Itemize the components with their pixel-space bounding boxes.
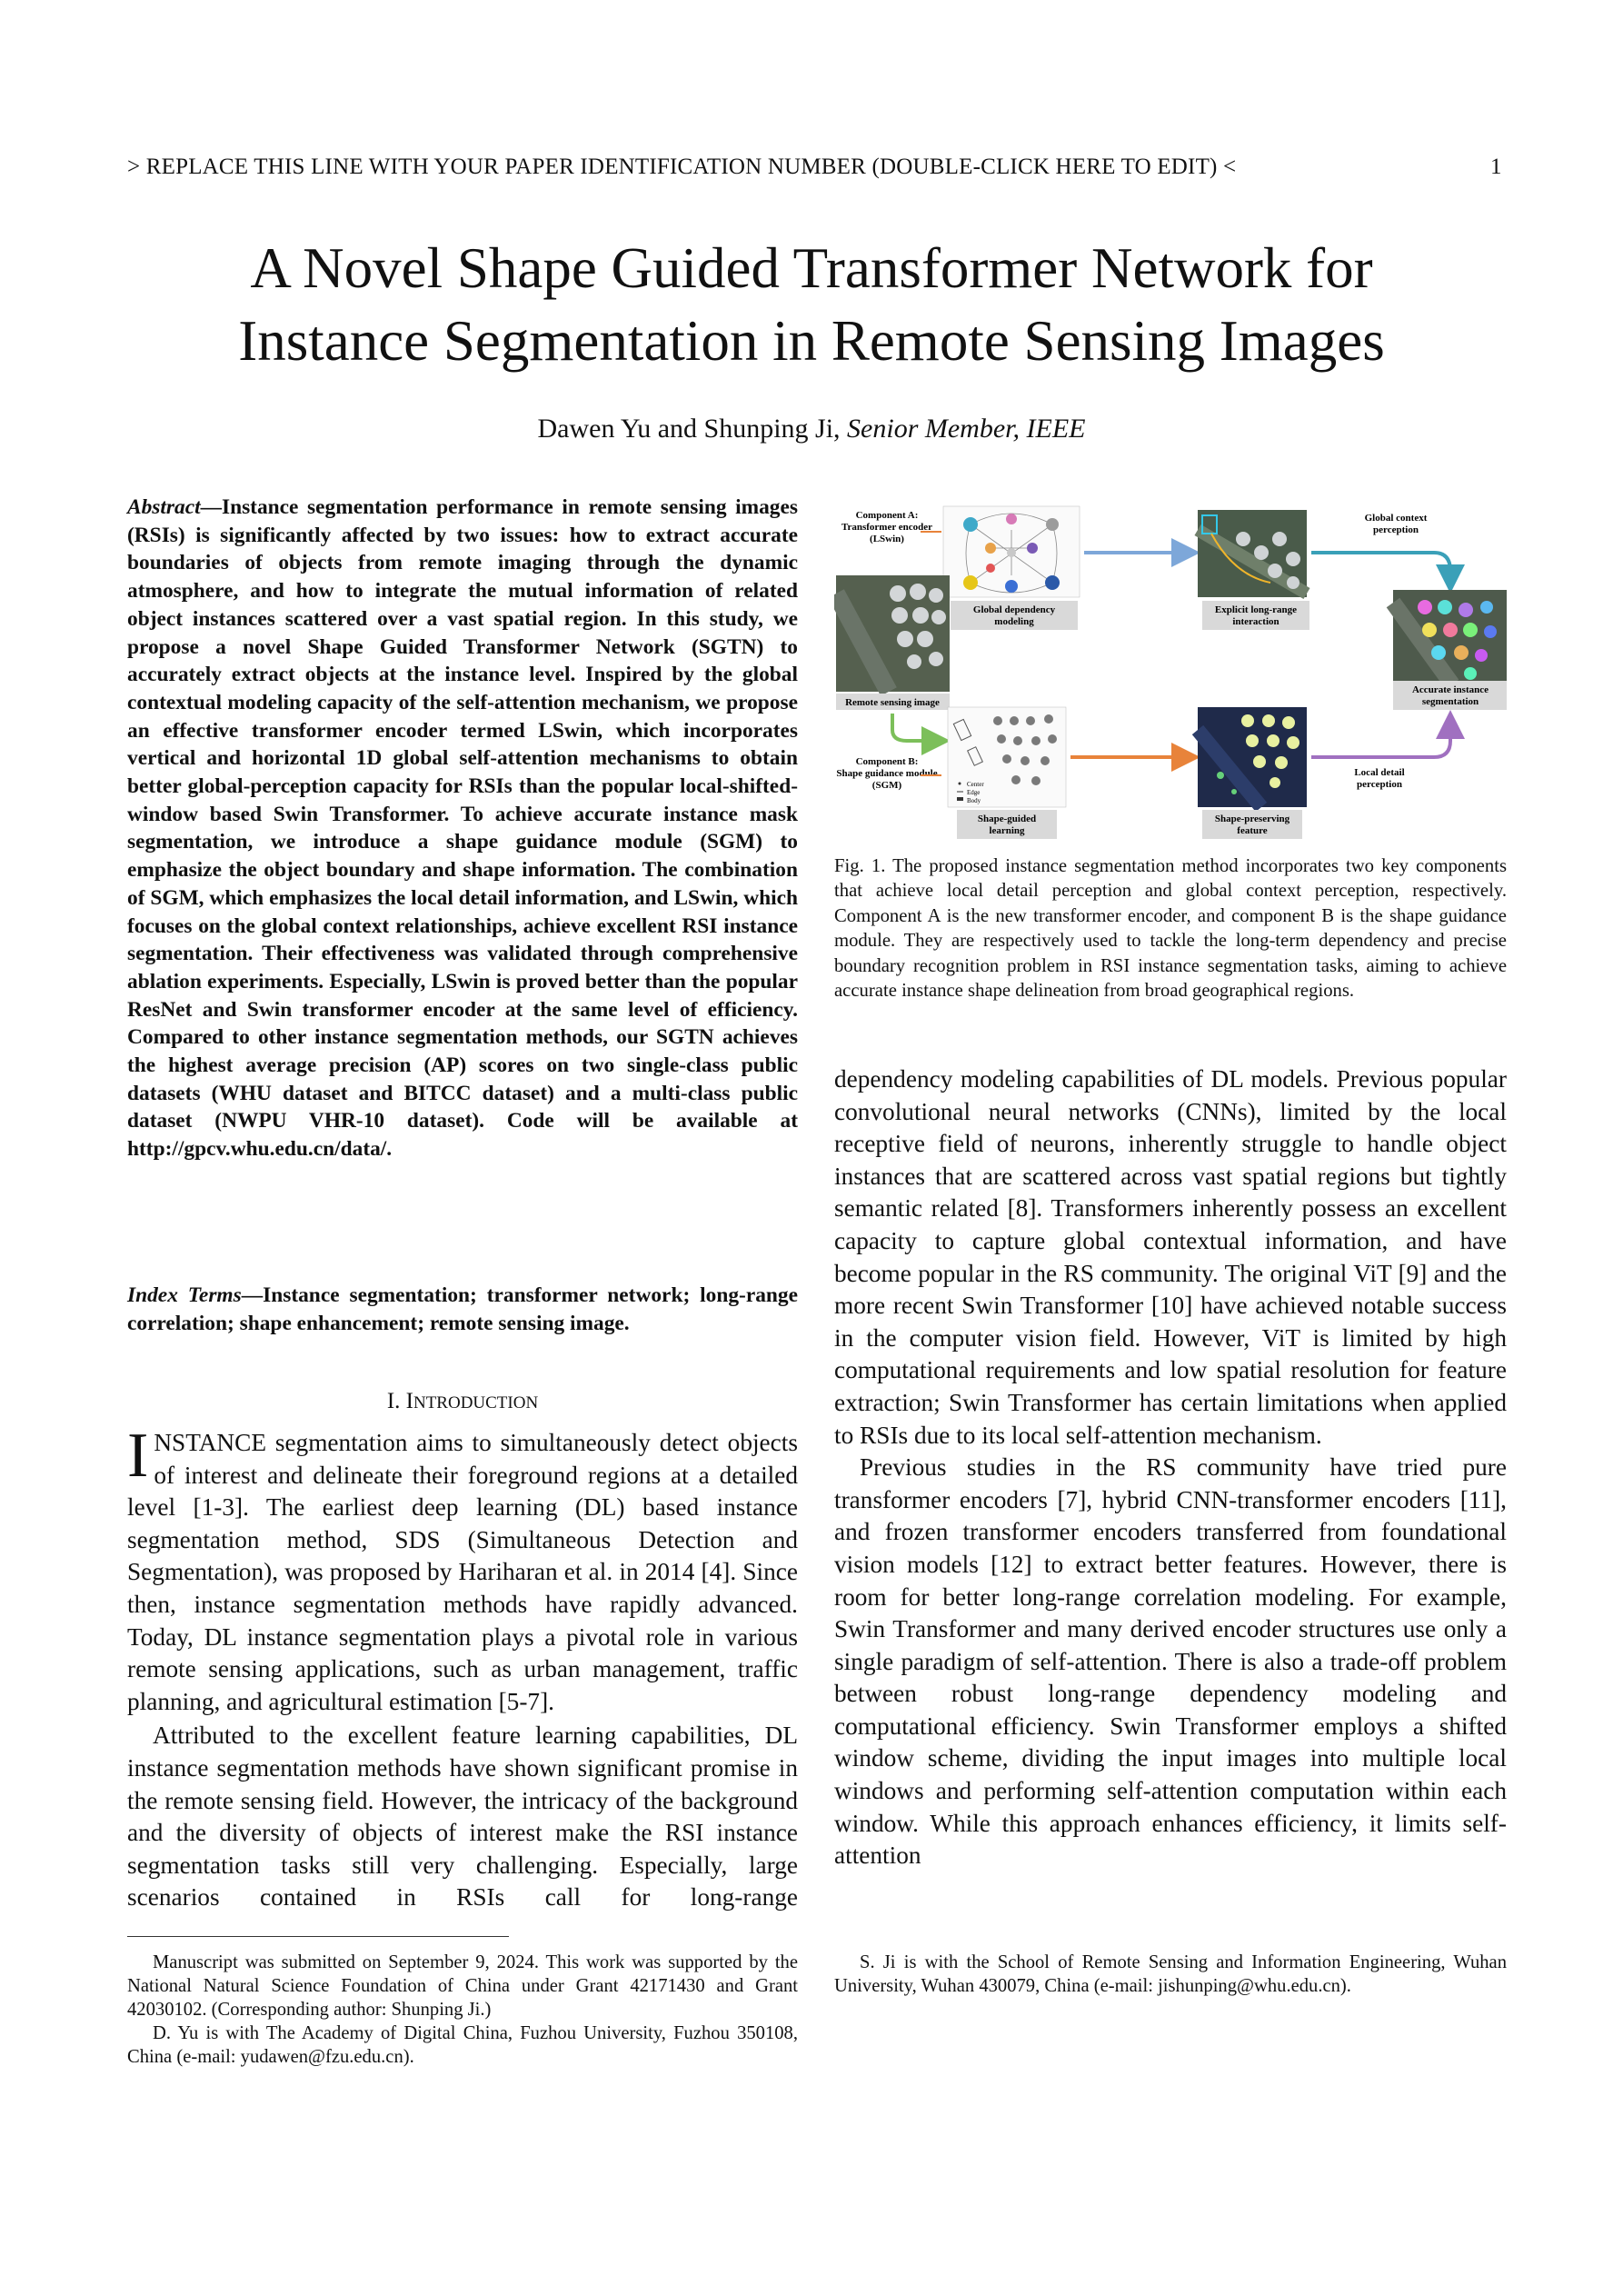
label-gcp-1: Global context bbox=[1364, 513, 1428, 524]
label-component-a-2: Transformer encoder bbox=[841, 522, 933, 533]
footnote-rule bbox=[127, 1936, 509, 1937]
right-paragraph-1: dependency modeling capabilities of DL models. Previous popular convolutional neural networks (CNNs), limited by the local receptive field of neurons, inherently struggle to handle object instances that are scattered across vast spatial regions but tightly semantic related [8]. Transformers inherently possess an excellent capacity to capture global contextual information, and have become popular in the RS community. The original ViT [9] and the more recent Swin Transformer [10] have achieved notable success in the computer vision field. However, ViT is limited by high computational requirements and low spatial resolution for feature extraction; Swin Transformer has certain limitations when applied to RSIs due to its local self-attention mechanism. bbox=[834, 1065, 1507, 1449]
footnote-author-ji: S. Ji is with the School of Remote Sensing and Information Engineering, Wuhan University, Wuhan 430079, China (e-mail: jishunping@whu.edu.cn). bbox=[834, 1952, 1507, 1996]
label-component-a-1: Component A: bbox=[855, 510, 919, 521]
remote-sensing-image bbox=[836, 575, 950, 692]
author-line bbox=[0, 414, 1623, 444]
figure-1-caption: Fig. 1. The proposed instance segmentation method incorporates two key components that achieve local detail perception and global context perception, respectively. Component A is the new transformer encoder, and component B is the shape guidance module. They are respectively used to tackle the long-term dependency and precise boundary recognition problem in RSI instance segmentation tasks, aiming to achieve accurate instance shape delineation from broad geographical regions. bbox=[834, 856, 1507, 1002]
footnote-manuscript: Manuscript was submitted on September 9, 2024. This work was supported by the National Natural Science Foundation of China under Grant 42171430 and Grant 42030102. (Corresponding author: Shunping Ji.) bbox=[127, 1952, 798, 2020]
label-ldp-2: perception bbox=[1357, 779, 1402, 790]
intro-paragraph-1 bbox=[127, 1421, 798, 1718]
right-paragraph-2: Previous studies in the RS community have tried pure transformer encoders [7], hybrid CNN-transformer encoders [11], and frozen transformer encoders transferred from foundational vision models [12] to extract better features. However, there is room for better long-range correlation modeling. For example, Swin Transformer and many derived encoder structures use only a single paradigm of self-attention. There is also a trade-off problem between robust long-range dependency modeling and computational efficiency. Swin Transformer employs a shifted window scheme, dividing the input images into multiple local windows and performing self-attention computation within each window. While this approach enhances efficiency, it limits self-attention bbox=[834, 1453, 1507, 1870]
author-names: Dawen Yu and Shunping Ji, bbox=[537, 414, 841, 444]
drop-cap: I bbox=[127, 1421, 149, 1491]
segmentation-output-image bbox=[1393, 590, 1507, 684]
label-elr-1: Explicit long-range bbox=[1214, 604, 1298, 615]
legend-center: Center bbox=[967, 781, 984, 788]
section-numeral: I. bbox=[386, 1389, 401, 1413]
label-sgl-1: Shape-guided bbox=[977, 814, 1037, 824]
label-component-b-2: Shape guidance module bbox=[836, 768, 938, 779]
intro-paragraph-2: Attributed to the excellent feature learning capabilities, DL instance segmentation methods have shown significant promise in the remote sensing field. However, the intricacy of the background and the diversity of objects of interest make the RSI instance segmentation tasks still very challenging. Especially, large scenarios contained in RSIs call for long-range bbox=[127, 1722, 798, 1912]
label-spf-2: feature bbox=[1237, 825, 1268, 836]
label-component-b-3: (SGM) bbox=[871, 780, 902, 791]
label-gdm-2: modeling bbox=[994, 616, 1034, 627]
label-ais-1: Accurate instance bbox=[1411, 684, 1489, 695]
index-terms-label: Index Terms bbox=[127, 1283, 242, 1307]
interaction-image bbox=[1198, 510, 1307, 597]
arrow-to-output-top bbox=[1311, 553, 1450, 586]
footnote-author-yu: D. Yu is with The Academy of Digital China, Fuzhou University, Fuzhou 350108, China (e-mail: yudawen@fzu.edu.cn). bbox=[127, 2023, 798, 2067]
paper-title bbox=[91, 232, 1532, 377]
intro-paragraph-1-text: NSTANCE segmentation aims to simultaneously detect objects of interest and delineate their foreground regions at a detailed level [1-3]. The earliest deep learning (DL) based instance segmentation method, SDS (Simultaneous Detection and Segmentation), was proposed by Hariharan et al. in 2014 [4]. Since then, instance segmentation methods have rapidly advanced. Today, DL instance segmentation plays a pivotal role in various remote sensing applications, such as urban management, traffic planning, and agricultural estimation [5-7]. bbox=[127, 1429, 798, 1715]
label-rsi: Remote sensing image bbox=[845, 697, 940, 708]
label-gcp-2: perception bbox=[1373, 524, 1419, 535]
section-title-rest: NTRODUCTION bbox=[413, 1393, 539, 1413]
shape-guided-learning-panel bbox=[948, 707, 1066, 807]
label-gdm-1: Global dependency bbox=[972, 604, 1056, 615]
abstract-text: —Instance segmentation performance in remote sensing images (RSIs) is significantly affected by two issues: how to extract accurate boundaries of objects from remote imaging through the dynamic atmosphere, and how to integrate the mutual information of related object instances scattered over a vast spatial region. In this study, we propose a novel Shape Guided Transformer Network (SGTN) to accurately extract objects at the instance level. Inspired by the global contextual modeling capacity of the self-attention mechanism, we propose an effective transformer encoder termed LSwin, which incorporates vertical and horizontal 1D global self-attention mechanisms to obtain better global-perception capacity for RSIs than the popular local-shifted-window based Swin Transformer. To achieve accurate instance mask segmentation, we introduce a shape guidance module (SGM) to emphasize the object boundary and shape information. The combination of SGM, which emphasizes the local detail information, and LSwin, which focuses on the global context relationships, achieve excellent RSI instance segmentation. Their effectiveness was validated through comprehensive ablation experiments. Especially, LSwin is proved better than the popular ResNet and Swin transformer encoder at the same level of efficiency. Compared to other instance segmentation methods, our SGTN achieves the highest average precision (AP) scores on two single-class public datasets (WHU dataset and BITCC dataset) and a multi-class public dataset (NWPU VHR-10 dataset). Code will be available at http://gpcv.whu.edu.cn/data/. bbox=[127, 495, 798, 1162]
arrow-to-output-bottom bbox=[1311, 717, 1450, 757]
title-line-1: A Novel Shape Guided Transformer Network for bbox=[250, 236, 1373, 300]
page-number: 1 bbox=[1490, 155, 1502, 179]
legend-body: Body bbox=[967, 797, 981, 804]
section-title-first: I bbox=[405, 1389, 413, 1413]
label-ldp-1: Local detail bbox=[1354, 767, 1405, 778]
label-spf-1: Shape-preserving bbox=[1214, 814, 1290, 824]
label-sgl-2: learning bbox=[989, 825, 1025, 836]
running-head: > REPLACE THIS LINE WITH YOUR PAPER IDENTIFICATION NUMBER (DOUBLE-CLICK HERE TO EDIT) < bbox=[127, 155, 1237, 179]
author-role: Senior Member, IEEE bbox=[847, 414, 1086, 444]
label-component-b-1: Component B: bbox=[855, 756, 919, 767]
footnotes-left bbox=[127, 1951, 798, 2069]
index-terms-text: —Instance segmentation; transformer network; long-range correlation; shape enhancement; remote sensing image. bbox=[127, 1283, 798, 1335]
title-line-2: Instance Segmentation in Remote Sensing Images bbox=[238, 309, 1385, 373]
abstract bbox=[127, 494, 798, 1163]
arrow-to-component-b bbox=[892, 714, 943, 741]
label-ais-2: segmentation bbox=[1421, 696, 1479, 707]
index-terms bbox=[127, 1282, 798, 1337]
label-component-a-3: (LSwin) bbox=[870, 534, 904, 544]
label-elr-2: interaction bbox=[1232, 616, 1279, 627]
right-column-body bbox=[834, 1063, 1507, 1872]
legend-edge: Edge bbox=[967, 789, 981, 796]
global-dependency-graph bbox=[943, 506, 1080, 597]
shape-preserving-feature-image bbox=[1198, 707, 1307, 807]
section-heading-introduction bbox=[127, 1389, 798, 1414]
abstract-label: Abstract bbox=[127, 495, 201, 519]
figure-1-diagram bbox=[834, 503, 1507, 848]
introduction-body bbox=[127, 1421, 798, 1914]
